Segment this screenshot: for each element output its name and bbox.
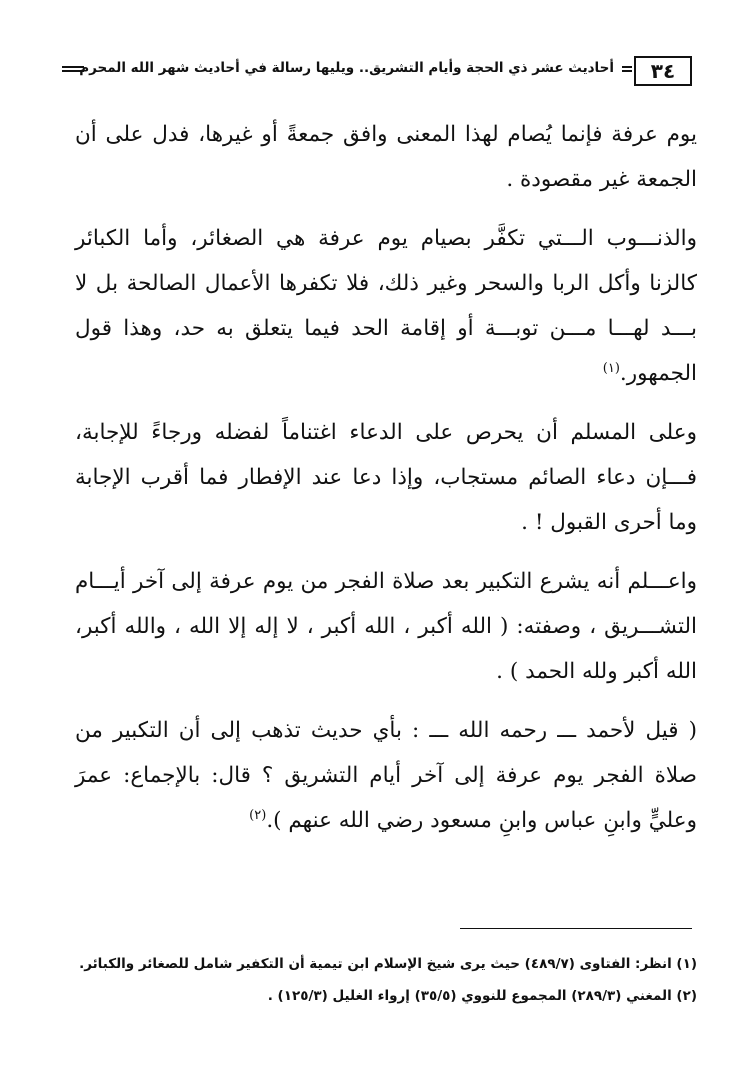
footnotes (40, 948, 697, 1012)
running-header (62, 52, 692, 96)
paragraph-5 (75, 708, 697, 843)
running-title: أحاديث عشر ذي الحجة وأيام التشريق.. ويليها رسالة في أحاديث شهر الله المحرم (79, 60, 614, 76)
paragraph-2-text: والذنـــوب الـــتي تكفَّر بصيام يوم عرفة هي الصغائر، وأما الكبائر كالزنا وأكل الربا والسحر وغير ذلك، فلا تكفرها الأعمال الصالحة بل لا بـــد لهـــا مـــن توبـــة أو إقامة الحد فيما يتعلق به حد، وهذا قول الجمهور. (75, 226, 697, 386)
paragraph-5-text: ( قيل لأحمد ـــ رحمه الله ـــ : بأي حديث تذهب إلى أن التكبير من صلاة الفجر يوم عرفة إلى آخر أيام التشريق ؟ قال: بالإجماع: عمرَ وعليٍّ وابنِ عباس وابنِ مسعود رضي الله عنهم ). (75, 718, 697, 833)
footnote-2: (٢) المغني (٢٨٩/٣) المجموع للنووي (٣٥/٥) إرواء الغليل (١٢٥/٣) . (267, 988, 697, 1004)
footnote-1: (١) انظر: الفتاوى (٤٨٩/٧) حيث يرى شيخ الإسلام ابن تيمية أن التكفير شامل للصغائر والكبائر. (79, 956, 697, 972)
paragraph-4 (75, 559, 697, 694)
header-rule-right (622, 66, 632, 72)
paragraph-1 (75, 112, 697, 202)
footnote-ref-1[interactable]: (١) (602, 360, 620, 376)
paragraph-4-text: واعـــلم أنه يشرع التكبير بعد صلاة الفجر من يوم عرفة إلى آخر أيـــام التشـــريق ، وصفته: ( الله أكبر ، الله أكبر ، لا إله إلا الله ، والله أكبر، الله أكبر ولله الحمد ) . (75, 569, 697, 684)
paragraph-3-text: وعلى المسلم أن يحرص على الدعاء اغتناماً لفضله ورجاءً للإجابة، فـــإن دعاء الصائم مستجاب، وإذا دعا عند الإفطار فما أقرب الإجابة وما أحرى القبول ! . (75, 420, 697, 535)
header-rule-left (62, 66, 84, 72)
main-text (75, 112, 697, 857)
paragraph-3 (75, 410, 697, 545)
page-number: ٣٤ (634, 56, 692, 86)
footnote-ref-2[interactable]: (٢) (249, 807, 267, 823)
footnote-separator (460, 928, 692, 929)
paragraph-1-text: يوم عرفة فإنما يُصام لهذا المعنى وافق جمعةً أو غيرها، فدل على أن الجمعة غير مقصودة . (75, 122, 697, 192)
paragraph-2 (75, 216, 697, 396)
